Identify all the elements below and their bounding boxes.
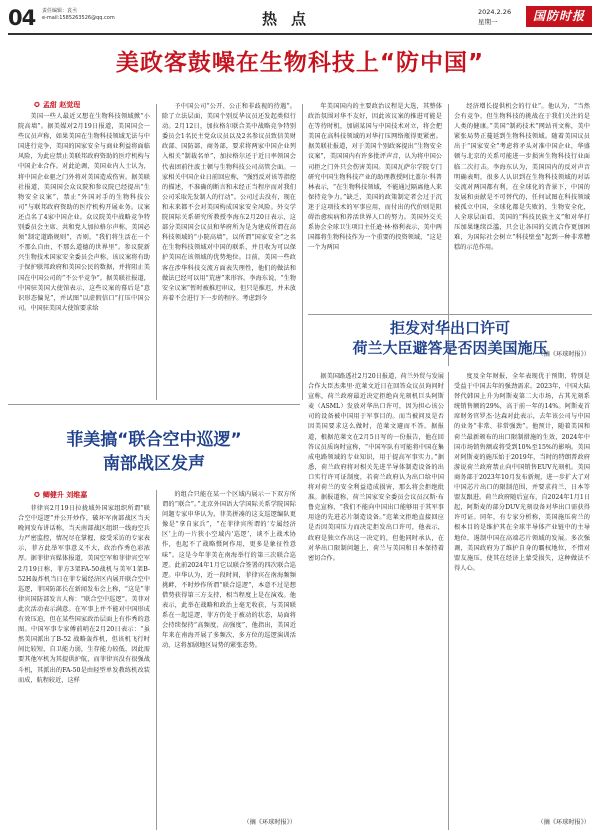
right-headline-line2: 荷兰大臣避答是否因美国施压 — [352, 339, 548, 357]
left-article-col1 — [18, 504, 150, 830]
page-header — [0, 0, 600, 38]
page-number: 04 — [8, 6, 36, 30]
header-rule — [8, 33, 592, 35]
right-article-source — [454, 818, 590, 830]
left-article-source — [162, 818, 296, 830]
issue-date: 2024.2.26 — [478, 8, 512, 16]
issue-weekday: 星期一 — [478, 18, 498, 26]
main-article-col4 — [454, 102, 590, 346]
byline-star-icon: ✪ — [34, 101, 40, 109]
main-article-col2 — [162, 102, 296, 398]
main-source-text: （摘《环球时报》） — [537, 351, 590, 358]
left-headline-line1: 菲美搞“联合空中巡逻” — [66, 430, 242, 450]
left-byline — [34, 490, 87, 500]
main-headline: 美政客鼓噪在生物科技上“防中国” — [115, 50, 485, 76]
column-divider — [302, 104, 303, 400]
right-article-headline — [308, 318, 592, 358]
right-source-text: （摘《环球时报》） — [537, 819, 590, 826]
left-article-headline — [8, 428, 300, 476]
main-article-col1 — [18, 112, 150, 398]
left-source-text: （摘《环球时报》） — [243, 819, 296, 826]
main-byline-authors: 孟甜 赵觉珵 — [42, 101, 81, 109]
byline-star-icon: ✪ — [34, 491, 40, 499]
right-col1-text: 据美国路透社2月20日报道，荷兰外贸与发展合作大臣杰弗里·范莱文近日在回答众议员询问时宣称，荷兰政府最近决定拒绝向光刻机巨头阿斯麦（ASML）发放对华出口许可，因为担心该公司的设备被中国用于军事目的。而当被问及是否因美国要求这么做时，范莱文避而不答。据报道，根据范莱文在2月5日写的一份报告，他在回答议员质询时宣称，“中国军队有可能将中国在集成电路领域的专业知识，用于提高军事实力。”据悉，荷兰政府将对相关先进半导体制造设备的出口实行许可证制度，若荷兰政府认为出口给中国将对荷兰的安全利益造成损害，那么将会拒绝批准。据报道称，荷兰国家安全委员会议员汉斯·布鲁克宣称，“我们不能向中国出口能够用于其军事用途的先进芯片制造设备。”范莱文拒绝直接回应是否因美国压力而决定拒发出口许可，他表示，政府是独立作出这一决定的，但他同时承认，在对华出口限制问题上，荷兰与美国和日本保持着密切合作。 — [308, 373, 444, 562]
editor-info — [42, 8, 115, 22]
main-byline — [34, 100, 80, 110]
section-title: 热点 — [262, 10, 321, 28]
issue-date-block — [478, 7, 511, 27]
section-divider — [308, 314, 592, 315]
main-col3-text: 年美国国内的主要政治议程是大选，其整体政治氛围对华不友好，因此该议案的推进可能是在等待时机，加剧某国与中国技术对立，将会把美国在高科技领域的对华打压网络瓶得更紧密。据美联社报道，对于美国个别政客提出“生物安全议案”，美国国内有许多批评声音，认为将中国公司拒之门外只会伤害美国。美国瓦萨尔学院专门研究中国生物科技产业的助理教授阿比盖尔·科普林表示，“在生物科技领域，不能通过隔离他人来保持竞争力。”缺乏，美国的政策制定者会过于沉迷于这项技术的军事应用，而付出的代价则是阻碍治愈疾病和养活世界人口的努力。美国外交关系协会全球卫生项目主任逊·林·格利表示，美中两国都将生物科技作为一个重要的投资领域，“这是一个为两国 — [308, 103, 442, 252]
section-divider — [8, 404, 300, 405]
main-col2-text: 予中国公司“公开、公正和非歧视的待遇”。除了立法层面，美国个别反华议员还发起类似行动。2月12日，加拉格尔联合美中战略竞争特别委员会1名民主党众议员以及2名参议员致信美财政部、国防部、商务部，要求将两家中国企业列入相关“制裁名单”，加拉格尔还于近日率领国会代表团前往波士顿与生物科技公司高管会面。一家相关中国企业日前回应称，“强烈反对该等指控的描述，不准确的断言和未经正当程序而对我们公司采取先发制人的行动”。公司过去没有，现在和未来都不会对美国构成国家安全风险。外交学院国际关系研究所教授李海东2月20日表示，这部分美国国会议员和华府所为是为建成所谓在高科技领域的“小院高墙”，以所谓“国家安全”之名在生物科技领域对中国的联系，并且收为可以保护美国在该领域的优势地位。目前，美国一些政客在涉华科技交流方面表失理性，他们的做法和做法已经可以用“荒唐”来形容。李海东说，“生物安全议案”暂时被推迟审议，但只是推迟，并未放弃着不会进行下一步的程序。考虑到今 — [162, 103, 296, 302]
left-col2-text: 的组合只能在某一个区域内展示一下双方所谓的“联合”。”北京外国语大学国际关系学院国际问题专家申华认为，菲美拼凑的这支巡逻编队更像是“拿自家兵”，“在菲律宾所谓的‘专属经济区’上的一片狭小空域内‘巡逻’，谈不上战术协作，也起不了战略慑阿作用，更多是象征性意味”。这是今年菲美在南海举行的第三次联合巡逻。此前2024年1月它以联合签署的四次联合巡逻。申华认为，近一段时间，菲律宾在南海频频挑衅，不时炒作所谓“联合巡逻”，本意不过是想借势获得第三方支持，相当程度上是在演戏。他表示，此举在战略和政治上毫无收获，与美国联系在一起巡逻，菲方仍处于被动的状态，局面将会持续保持“高频度、高强度”，他指出，美国近年来在南海开展了多频次、多方位的巡逻演训活动，这将加剧地区局势的紧张态势。 — [162, 491, 296, 650]
main-article-col3 — [308, 102, 442, 308]
main-col4-text: 经济增长提供机会的行业”。他认为，“当然会有竞争，但生物科技的挑战在于我们关注的是人类的健康。”美国“制药技术”网站刊文称，美中紧张局势正蔓延到生物科技领域。随着美国议员出于“国家安全”考虑将矛头对准中国企业，华盛顿与北京的关系可能进一步损害生物科技行业面临二次打击。李海东认为，美国国内的反对声音明确表明，很多人认识到在生物科技领域的对话交流对两国都有利，在全球化的背景下，中国的发展和贡献是不可替代的，任何试图在科技领域被孤立中国，全球化都是失败的，生物安全化，人全球层面看，美国的“科技民族主义”和对华打压加果继续泛滥，只会让各国的交流合作更加困难，为国际社会树立“科技壁垒”起到一种非常糟糕的示范作用。 — [454, 103, 590, 252]
left-article-col2 — [162, 490, 296, 818]
right-headline-line1: 拒发对华出口许可 — [389, 319, 510, 337]
left-col1-text: 菲律宾2月19日拉拢域外国家组织所谓“联合空中巡逻”并公开炒作，破坏军南部战区当天晚间发布讲话称，当天南部战区组织一线海空兵力严密监控，情况尽在掌握，接受采访的专家表示，菲方此举军事意义不大，政治作秀色彩浓厚。据菲律宾媒体报道，美国空军和菲律宾空军2月19日称，菲方3架FA-50战机与美军1架B-52H轰炸机当日在菲专属经济区内展开联合空中巡逻，菲国防部长在新闻发布会上称，“这是”菲律宾国防部发言人称：“联合空中巡逻”。美菲对此次活动表示满意。在军事上并不能对中国形成有效压迫，但在某些国家政治层面上有作秀的意图。中国军事专家傅前哨在2月20日表示：“虽然美国派出了B-52 战略轰炸机，但该机飞行时间比较短，自卫能力弱，生存能力较低，因此需要其他军机为其提供护航，而菲律宾没有很强战斗机，其派出的FA-50是由轻型单发教练机改装而成，航程较近，这样 — [18, 505, 150, 684]
right-article-col1 — [308, 372, 444, 830]
left-headline-line2: 南部战区发声 — [103, 454, 205, 474]
main-col1-text: 美国一些人最近又想在生物科技领域掀“小院高墙”。据美媒对2月19日报道，美国国会一些议员声称，如果美国在生物科技领域无法与中国进行竞争，美国的国家安全与商业利益将面临风险，为此应禁止美联邦政府资助的医疗机构与中国企业合作。对此论调，美国业内人士认为，将中国企业驱之门外将对美国造成伤害。据美联社报道，美国国会众议院和参议院已经提出“生物安全议案”，禁止“外国对手的生物科技公司”与联邦政府资助的医疗机构开展业务。议案还点名了4家中国企业。众议院美中战略竞争特别委员会主席、共和党人加拉格尔声称，美国必须“制定道路规则”，否则，“我们将生活在一个不那么自由，不那么道德的世界里”。参议院新兴生物技术国家安全委员会声称，该议案将有助于保护联邦政府和美国公民的数据，并将阻止美国在中国公司的“不公平竞争”。据美联社报道，中国驻美国大使馆表示，这些议案的幕后是“意识形态偏见”，并试图“以虚假信口”打压中国公司。中国驻美国大使馆要求给 — [18, 113, 150, 312]
left-byline-authors: 鲫健升 刘维嘉 — [42, 491, 88, 499]
newspaper-logo: 国防时报 — [526, 6, 592, 27]
column-divider — [156, 104, 157, 400]
right-col2-text: 度及全年财报，全年表现优于预期，特别是受益于中国去年的强劲需求。2023年，中国大陆替代韩国上升为阿斯麦第二大市场，占其光刻系统销售额的29%，高于前一年的14%。阿斯麦首席财务官罗杰·达森对此表示，去年该公司与中国的业务“非常、非常强劲”。他预计，随着美国和荷兰最新颁布的出口限制措施的生效，2024年中国市场销售额或将受到10%至15%的影响。美国对阿斯麦的施压始于2019年，当时的特朗普政府游说荷兰政府禁止向中国销售EUV光刻机。美国商务部于2023年10月发布新规，进一步扩大了对中国芯片出口的限制范围，并要求荷兰、日本等盟友跟进。荷兰政府随后宣布，自2024年1月1日起，阿斯麦的部分DUV光刻设备对华出口需获得许可证。同年，有专家分析称，美国施压荷兰的根本目的是维护其在全球半导体产业链中的主导地位，遏制中国在高端芯片领域的发展。多次强调，美国政府为了维护自身的霸权地位，不惜对盟友施压，使其在经济上蒙受损失，这种做法不得人心。 — [454, 373, 590, 572]
column-divider — [156, 490, 157, 830]
editor-email: e-mail:1585263526@qq.com — [42, 15, 115, 21]
right-article-col2 — [454, 372, 590, 818]
editor-name: 责任编辑：袁丞 — [42, 8, 78, 14]
column-divider — [448, 372, 449, 830]
